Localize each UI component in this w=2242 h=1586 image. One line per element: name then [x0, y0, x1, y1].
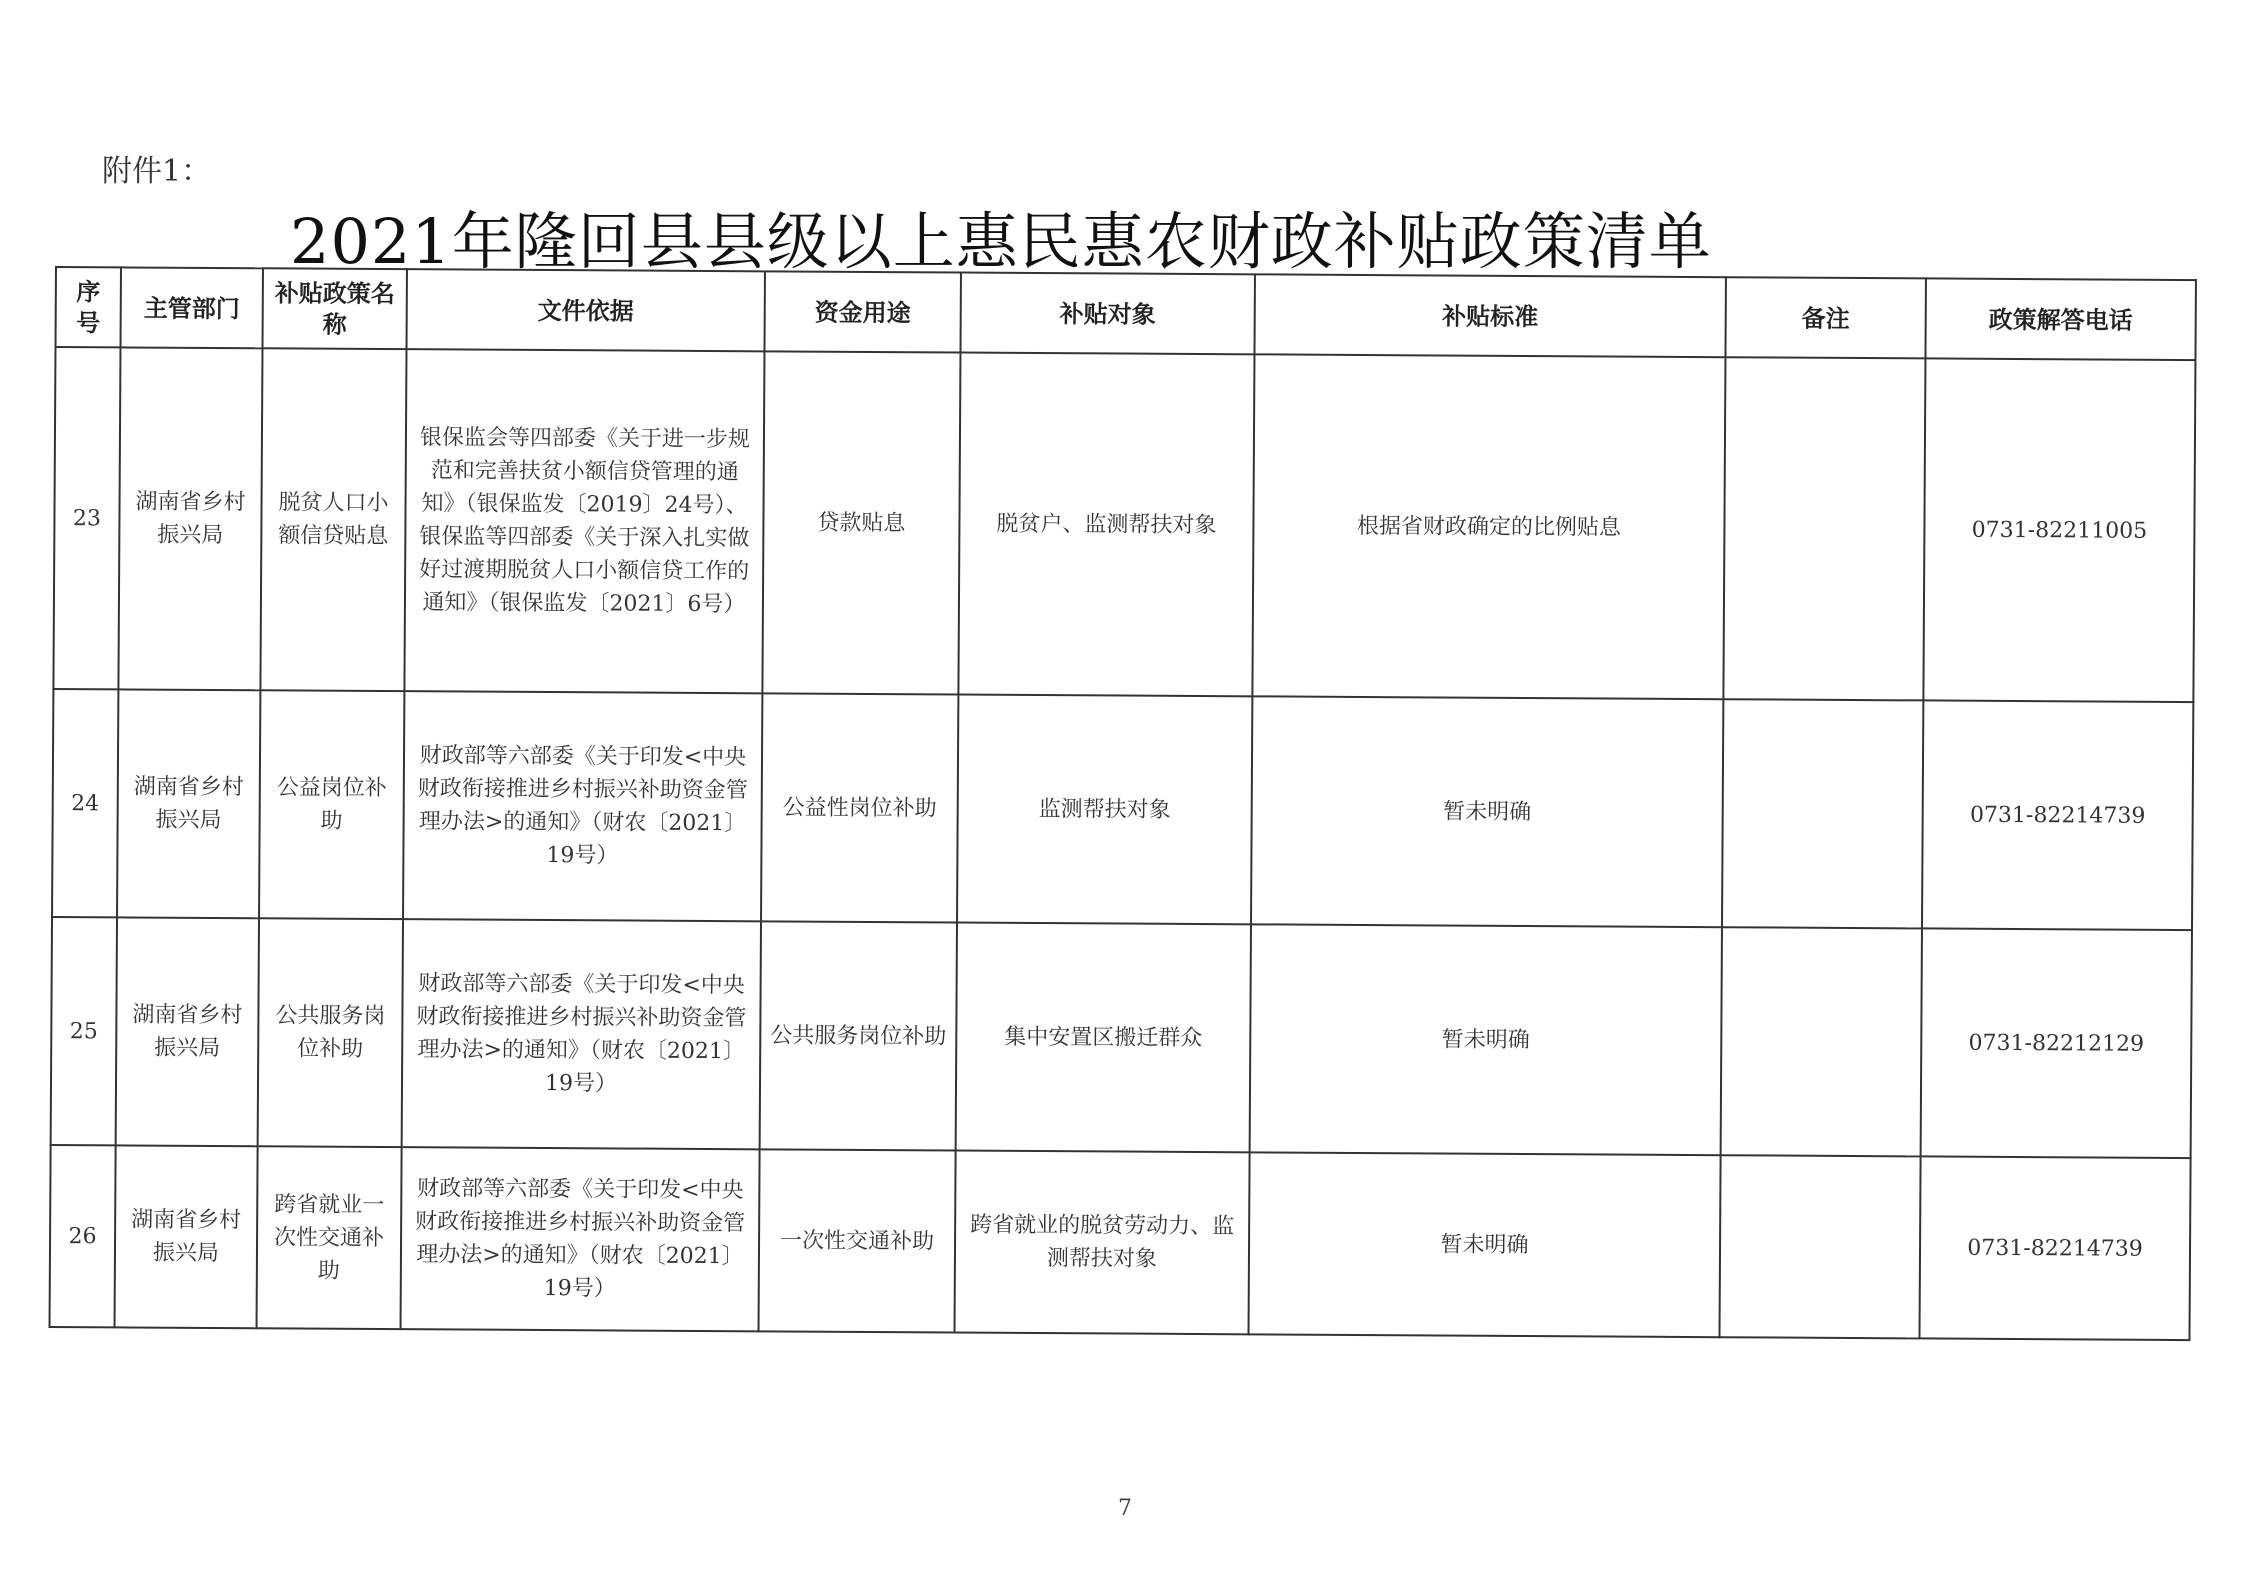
table-row: [51, 917, 2192, 1158]
header-target: 补贴对象: [960, 273, 1254, 355]
cell-standard: 暂未明确: [1250, 924, 1722, 1155]
cell-basis: 财政部等六部委《关于印发<中央财政衔接推进乡村振兴补助资金管理办法>的通知》（财农〔2021〕19号）: [403, 691, 762, 921]
header-fund-use: 资金用途: [764, 271, 960, 352]
cell-phone: 0731-82214739: [1922, 700, 2193, 930]
cell-seq: 24: [52, 689, 118, 917]
cell-policy-name: 跨省就业一次性交通补助: [257, 1146, 402, 1329]
cell-remark: [1721, 927, 1922, 1156]
cell-seq: 26: [50, 1145, 116, 1327]
cell-target: 脱贫户、监测帮扶对象: [958, 353, 1254, 697]
header-seq: 序号: [56, 267, 121, 347]
policy-table: [49, 266, 2197, 1341]
cell-remark: [1722, 699, 1923, 928]
cell-policy-name: 脱贫人口小额信贷贴息: [260, 348, 406, 691]
cell-seq: 23: [53, 347, 120, 689]
cell-seq: 25: [51, 917, 117, 1145]
cell-standard: 根据省财政确定的比例贴息: [1252, 354, 1725, 699]
cell-phone: 0731-82212129: [1921, 928, 2192, 1158]
cell-dept: 湖南省乡村振兴局: [116, 917, 259, 1146]
header-dept: 主管部门: [121, 267, 263, 348]
cell-dept: 湖南省乡村振兴局: [117, 689, 260, 918]
header-standard: 补贴标准: [1254, 274, 1725, 357]
cell-phone: 0731-82211005: [1923, 358, 2195, 702]
header-basis: 文件依据: [406, 269, 764, 351]
cell-target: 集中安置区搬迁群众: [956, 923, 1251, 1153]
cell-policy-name: 公共服务岗位补助: [258, 918, 403, 1147]
cell-basis: 银保监会等四部委《关于进一步规范和完善扶贫小额信贷管理的通知》（银保监发〔2019〕24号）、银保监等四部委《关于深入扎实做好过渡期脱贫人口小额信贷工作的通知》（银保监发〔2021〕6号）: [404, 349, 764, 693]
page-title: 2021年隆回县县级以上惠民惠农财政补贴政策清单: [290, 205, 1712, 278]
cell-policy-name: 公益岗位补助: [259, 690, 404, 919]
cell-dept: 湖南省乡村振兴局: [118, 347, 262, 690]
attachment-label: 附件1：: [102, 154, 212, 189]
cell-phone: 0731-82214739: [1919, 1156, 2190, 1340]
cell-fund-use: 贷款贴息: [762, 351, 960, 694]
cell-target: 监测帮扶对象: [957, 695, 1252, 925]
cell-fund-use: 一次性交通补助: [759, 1149, 956, 1332]
cell-standard: 暂未明确: [1251, 696, 1723, 927]
cell-remark: [1719, 1155, 1920, 1338]
table-header-row: [56, 267, 2196, 360]
cell-standard: 暂未明确: [1248, 1152, 1720, 1337]
page-number: 7: [1118, 1496, 1132, 1521]
cell-basis: 财政部等六部委《关于印发<中央财政衔接推进乡村振兴补助资金管理办法>的通知》（财农〔2021〕19号）: [401, 1147, 760, 1331]
header-remark: 备注: [1725, 277, 1925, 358]
cell-fund-use: 公共服务岗位补助: [760, 921, 957, 1150]
cell-basis: 财政部等六部委《关于印发<中央财政衔接推进乡村振兴补助资金管理办法>的通知》（财农〔2021〕19号）: [402, 919, 761, 1149]
header-policy-name: 补贴政策名称: [263, 268, 407, 349]
cell-dept: 湖南省乡村振兴局: [115, 1145, 258, 1328]
table-row: [52, 689, 2193, 930]
cell-target: 跨省就业的脱贫劳动力、监测帮扶对象: [955, 1151, 1250, 1335]
cell-remark: [1723, 357, 1925, 700]
table-row: [50, 1145, 2191, 1340]
table-row: [53, 347, 2195, 702]
cell-fund-use: 公益性岗位补助: [761, 693, 958, 922]
header-phone: 政策解答电话: [1925, 278, 2195, 360]
